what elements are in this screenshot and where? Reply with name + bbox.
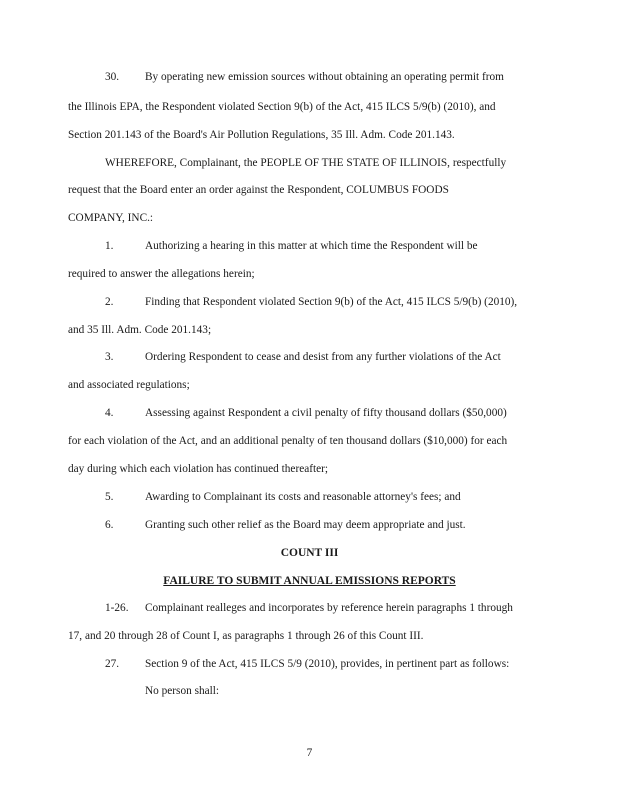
para-27-number: 27. — [105, 658, 120, 670]
relief-3-line-2: and associated regulations; — [68, 379, 190, 391]
para-30-line-3: Section 201.143 of the Board's Air Pollution Regulations, 35 Ill. Adm. Code 201.143. — [68, 129, 455, 141]
count-title: FAILURE TO SUBMIT ANNUAL EMISSIONS REPORTS — [163, 575, 456, 587]
relief-4-number: 4. — [105, 407, 114, 419]
relief-1-number: 1. — [105, 240, 114, 252]
relief-5-number: 5. — [105, 491, 114, 503]
relief-1-line-2: required to answer the allegations herein; — [68, 268, 255, 280]
relief-2-line-1: Finding that Respondent violated Section 9(b) of the Act, 415 ILCS 5/9(b) (2010), — [145, 296, 518, 308]
relief-6-number: 6. — [105, 519, 114, 531]
para-30-line-1: By operating new emission sources without obtaining an operating permit from — [145, 71, 504, 83]
para-30-line-2: the Illinois EPA, the Respondent violated Section 9(b) of the Act, 415 ILCS 5/9(b) (2010), and — [68, 101, 496, 113]
relief-4-line-2: for each violation of the Act, and an additional penalty of ten thousand dollars ($10,000) for each — [68, 435, 508, 447]
para-27-line-1: Section 9 of the Act, 415 ILCS 5/9 (2010), provides, in pertinent part as follows: — [145, 658, 510, 670]
relief-1-line-1: Authorizing a hearing in this matter at which time the Respondent will be — [145, 240, 478, 252]
relief-5-line-1: Awarding to Complainant its costs and reasonable attorney's fees; and — [145, 491, 461, 503]
relief-2-number: 2. — [105, 296, 114, 308]
relief-4-line-1: Assessing against Respondent a civil penalty of fifty thousand dollars ($50,000) — [145, 407, 507, 419]
relief-6-line-1: Granting such other relief as the Board may deem appropriate and just. — [145, 519, 466, 531]
relief-3-number: 3. — [105, 351, 114, 363]
count-heading: COUNT III — [280, 547, 339, 559]
para-1-26-line-2: 17, and 20 through 28 of Count I, as paragraphs 1 through 26 of this Count III. — [68, 630, 424, 642]
page-number: 7 — [306, 747, 313, 759]
relief-2-line-2: and 35 Ill. Adm. Code 201.143; — [68, 324, 212, 336]
relief-4-line-3: day during which each violation has continued thereafter; — [68, 463, 329, 475]
para-30-number: 30. — [105, 71, 120, 83]
para-27-line-2: No person shall: — [145, 685, 220, 697]
wherefore-line-1: WHEREFORE, Complainant, the PEOPLE OF THE STATE OF ILLINOIS, respectfully — [105, 157, 507, 169]
para-1-26-line-1: Complainant realleges and incorporates by reference herein paragraphs 1 through — [145, 602, 513, 614]
relief-3-line-1: Ordering Respondent to cease and desist from any further violations of the Act — [145, 351, 501, 363]
para-1-26-number: 1-26. — [105, 602, 129, 614]
wherefore-line-3: COMPANY, INC.: — [68, 212, 154, 224]
wherefore-line-2: request that the Board enter an order against the Respondent, COLUMBUS FOODS — [68, 184, 449, 196]
